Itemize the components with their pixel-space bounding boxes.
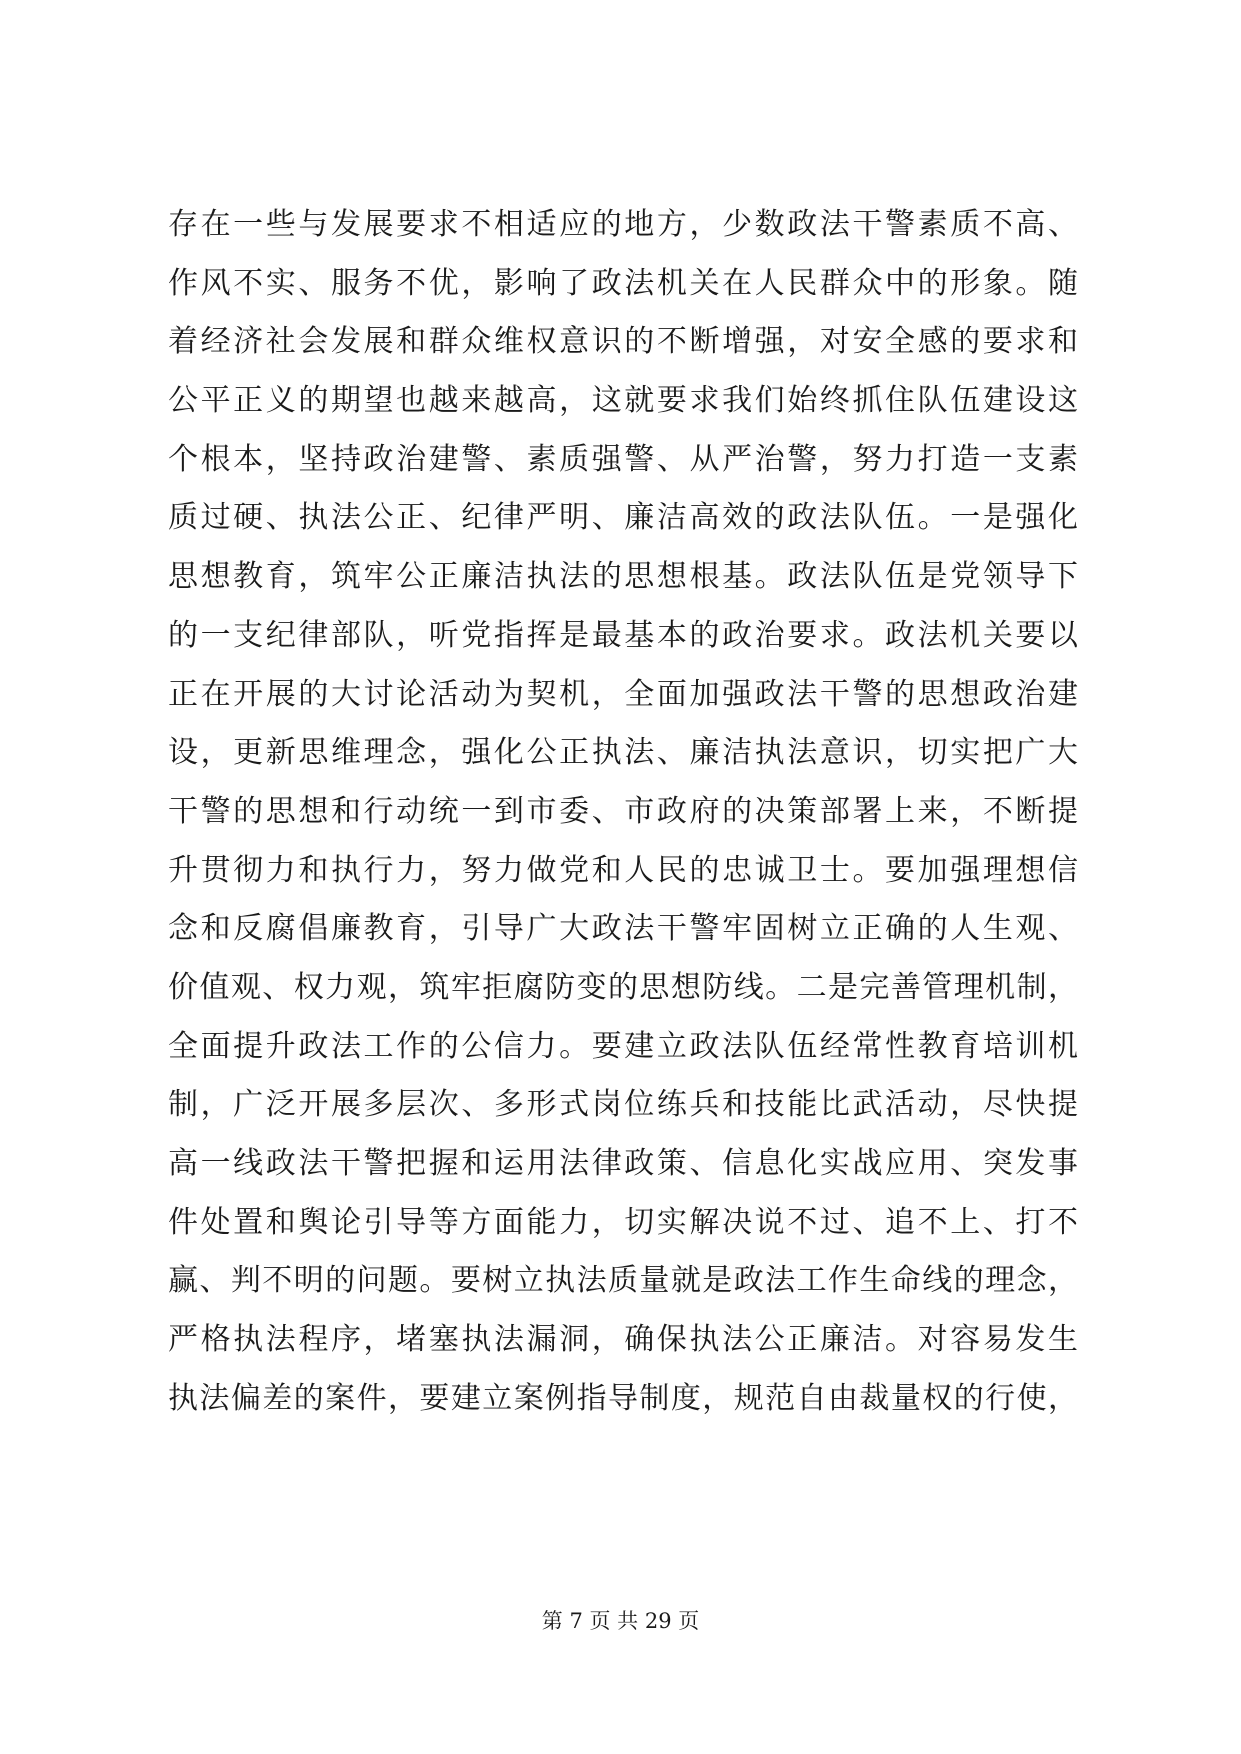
text-line: 作风不实、服务不优，影响了政法机关在人民群众中的形象。随 <box>168 265 1078 301</box>
text-line: 公平正义的期望也越来越高，这就要求我们始终抓住队伍建设这 <box>168 383 1078 419</box>
text-line: 升贯彻力和执行力，努力做党和人民的忠诚卫士。要加强理想信 <box>168 852 1078 888</box>
text-line: 思想教育，筑牢公正廉洁执法的思想根基。政法队伍是党领导下 <box>168 559 1078 595</box>
text-line: 干警的思想和行动统一到市委、市政府的决策部署上来，不断提 <box>168 793 1078 829</box>
text-line: 执法偏差的案件，要建立案例指导制度，规范自由裁量权的行使， <box>168 1380 1078 1416</box>
text-line: 质过硬、执法公正、纪律严明、廉洁高效的政法队伍。一是强化 <box>168 500 1078 536</box>
text-line: 设，更新思维理念，强化公正执法、廉洁执法意识，切实把广大 <box>168 735 1078 771</box>
text-line: 高一线政法干警把握和运用法律政策、信息化实战应用、突发事 <box>168 1146 1078 1181</box>
text-line: 严格执法程序，堵塞执法漏洞，确保执法公正廉洁。对容易发生 <box>168 1322 1078 1358</box>
page-number-footer: 第 7 页 共 29 页 <box>541 1609 700 1633</box>
text-line: 赢、判不明的问题。要树立执法质量就是政法工作生命线的理念， <box>168 1263 1078 1299</box>
text-line: 着经济社会发展和群众维权意识的不断增强，对安全感的要求和 <box>168 324 1078 360</box>
text-line: 价值观、权力观，筑牢拒腐防变的思想防线。二是完善管理机制， <box>168 969 1078 1005</box>
text-line: 念和反腐倡廉教育，引导广大政法干警牢固树立正确的人生观、 <box>168 911 1078 947</box>
text-line: 正在开展的大讨论活动为契机，全面加强政法干警的思想政治建 <box>168 676 1078 712</box>
body-paragraph <box>168 196 1078 1428</box>
text-line: 存在一些与发展要求不相适应的地方，少数政法干警素质不高、 <box>168 207 1078 242</box>
text-line: 的一支纪律部队，听党指挥是最基本的政治要求。政法机关要以 <box>168 617 1078 653</box>
text-line: 制，广泛开展多层次、多形式岗位练兵和技能比武活动，尽快提 <box>168 1087 1078 1123</box>
text-line: 个根本，坚持政治建警、素质强警、从严治警，努力打造一支素 <box>168 441 1078 477</box>
text-line: 全面提升政法工作的公信力。要建立政法队伍经常性教育培训机 <box>168 1028 1078 1064</box>
text-line: 件处置和舆论引导等方面能力，切实解决说不过、追不上、打不 <box>168 1204 1078 1240</box>
